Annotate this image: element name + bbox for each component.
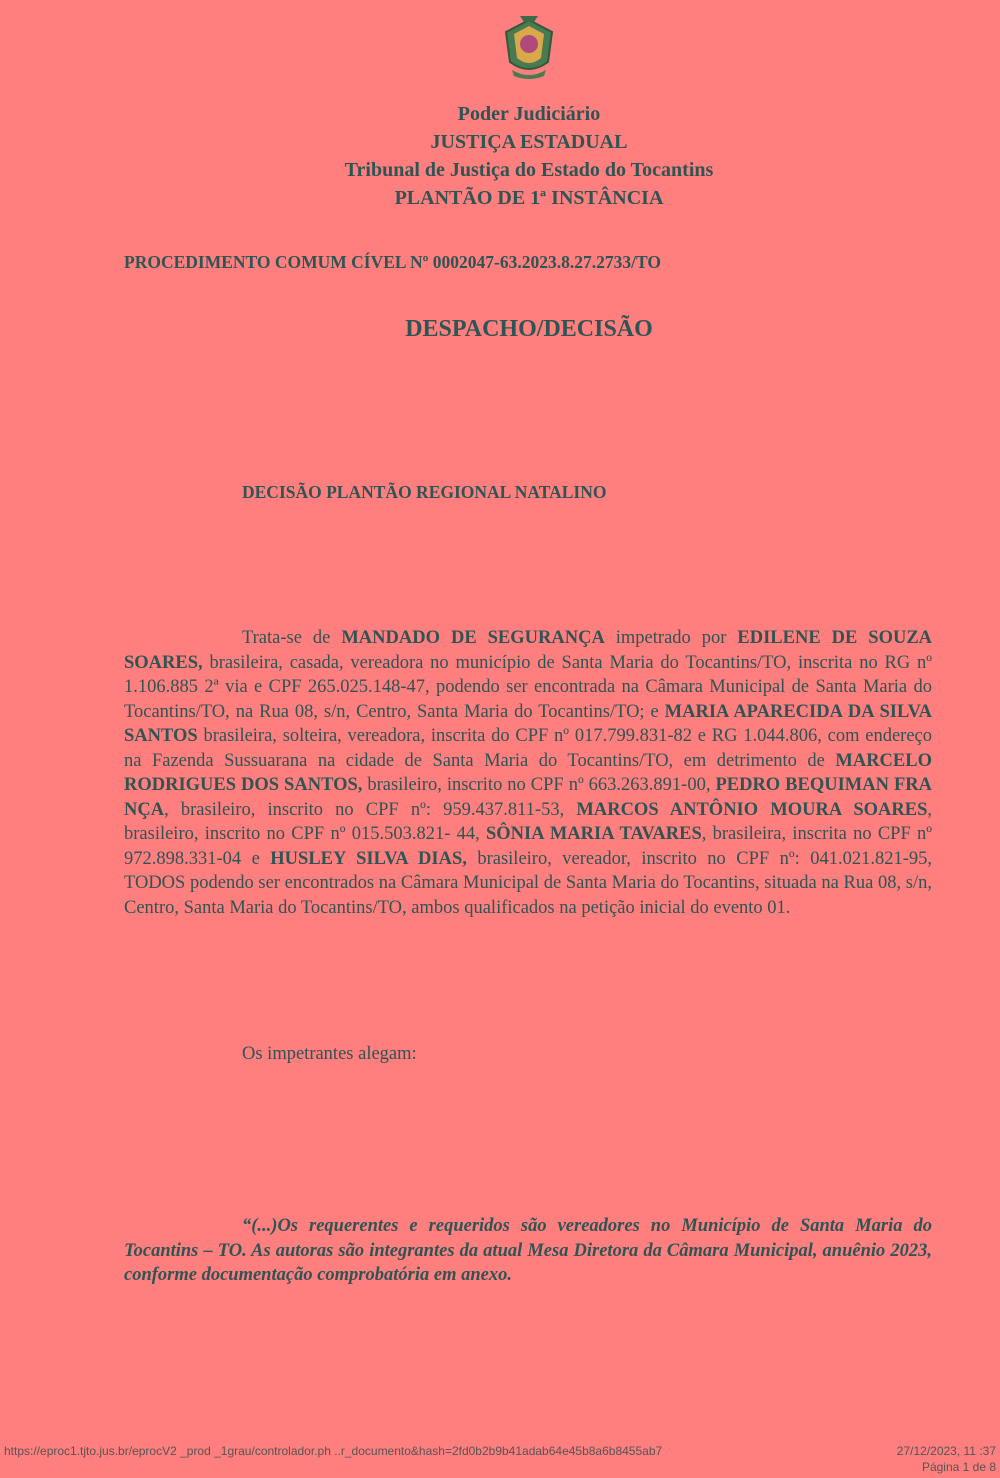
- quote-paragraph: [124, 1214, 932, 1288]
- header-line-3: Tribunal de Justiça do Estado do Tocantins: [344, 159, 714, 181]
- paragraph-bold-segment: MARCELO RODRIGUES DOS SANTOS,: [124, 750, 932, 795]
- paragraph-segment: , brasileiro, inscrito no CPF nº 015.503.821- 44,: [124, 799, 932, 844]
- header-line-1: Poder Judiciário: [457, 103, 601, 125]
- court-header: [0, 100, 1000, 212]
- paragraph-bold-segment: HUSLEY SILVA DIAS,: [270, 848, 467, 869]
- paragraph-segment: Trata-se de: [242, 628, 342, 648]
- main-paragraph: [124, 626, 932, 920]
- section-title: DECISÃO PLANTÃO REGIONAL NATALINO: [242, 482, 607, 502]
- header-line-2: JUSTIÇA ESTADUAL: [430, 131, 628, 153]
- footer-url: https://eproc1.tjto.jus.br/eprocV2 _prod _1grau/controlador.ph ..r_documento&hash=2fd0b2b9b41adab64e45b8a6b8455ab7: [4, 1444, 663, 1458]
- paragraph-bold-segment: MANDADO DE SEGURANÇA: [341, 628, 605, 648]
- paragraph-bold-segment: SÔNIA MARIA TAVARES: [486, 824, 702, 844]
- coat-of-arms-icon: [498, 14, 560, 82]
- paragraph-segment: , brasileira, inscrita no CPF nº 972.898.331-04 e: [124, 824, 933, 869]
- header-line-4: PLANTÃO DE 1ª INSTÂNCIA: [394, 187, 664, 209]
- paragraph-bold-segment: MARCOS ANTÔNIO MOURA SOARES: [576, 799, 928, 820]
- paragraph-bold-segment: PEDRO BEQUIMAN FRA NÇA: [124, 775, 932, 820]
- paragraph-segment: brasileiro, vereador, inscrito no CPF nº: 041.021.821-95, TODOS podendo ser encontrados na Câmara Municipal de Santa Maria do Tocantins, situada na Rua 08, s/n, Centro, Santa Maria do Tocantins/TO, ambos qualificados na petição inicial do evento 01.: [124, 848, 932, 918]
- main-paragraph-body: [124, 628, 932, 918]
- paragraph-segment: brasileira, casada, vereadora no município de Santa Maria do Tocantins/TO, inscrita no RG nº 1.106.885 2ª via e CPF 265.025.148-47, podendo ser encontrada na Câmara Municipal de Santa Maria do Tocantins/TO, na Rua 08, s/n, Centro, Santa Maria do Tocantins/TO; e: [124, 652, 932, 722]
- document-title: DESPACHO/DECISÃO: [405, 316, 653, 342]
- paragraph-bold-segment: MARIA APARECIDA DA SILVA SANTOS: [124, 701, 932, 746]
- footer-date: 27/12/2023, 11 :37: [896, 1444, 996, 1458]
- paragraph-segment: brasileira, solteira, vereadora, inscrita do CPF nº 017.799.831-82 e RG 1.044.806, com endereço na Fazenda Sussuarana na cidade de Santa Maria do Tocantins/TO, em detrimento de: [124, 726, 932, 771]
- procedure-number: PROCEDIMENTO COMUM CÍVEL Nº 0002047-63.2023.8.27.2733/TO: [124, 252, 661, 272]
- paragraph-segment: , brasileiro, inscrito no CPF nº: 959.437.811-53,: [164, 799, 577, 820]
- alegam-line: Os impetrantes alegam:: [242, 1044, 417, 1064]
- quote-text: “(...)Os requerentes e requeridos são vereadores no Município de Santa Maria do Tocantins – TO. As autoras são integrantes da atual Mesa Diretora da Câmara Municipal, anuênio 2023, conforme documentação comprobatória em anexo.: [124, 1216, 932, 1285]
- paragraph-segment: impetrado por: [604, 628, 738, 648]
- paragraph-bold-segment: EDILENE DE SOUZA SOARES,: [124, 628, 933, 673]
- footer-page: Página 1 de 8: [921, 1460, 996, 1474]
- paragraph-segment: brasileiro, inscrito no CPF nº 663.263.891-00,: [362, 775, 716, 795]
